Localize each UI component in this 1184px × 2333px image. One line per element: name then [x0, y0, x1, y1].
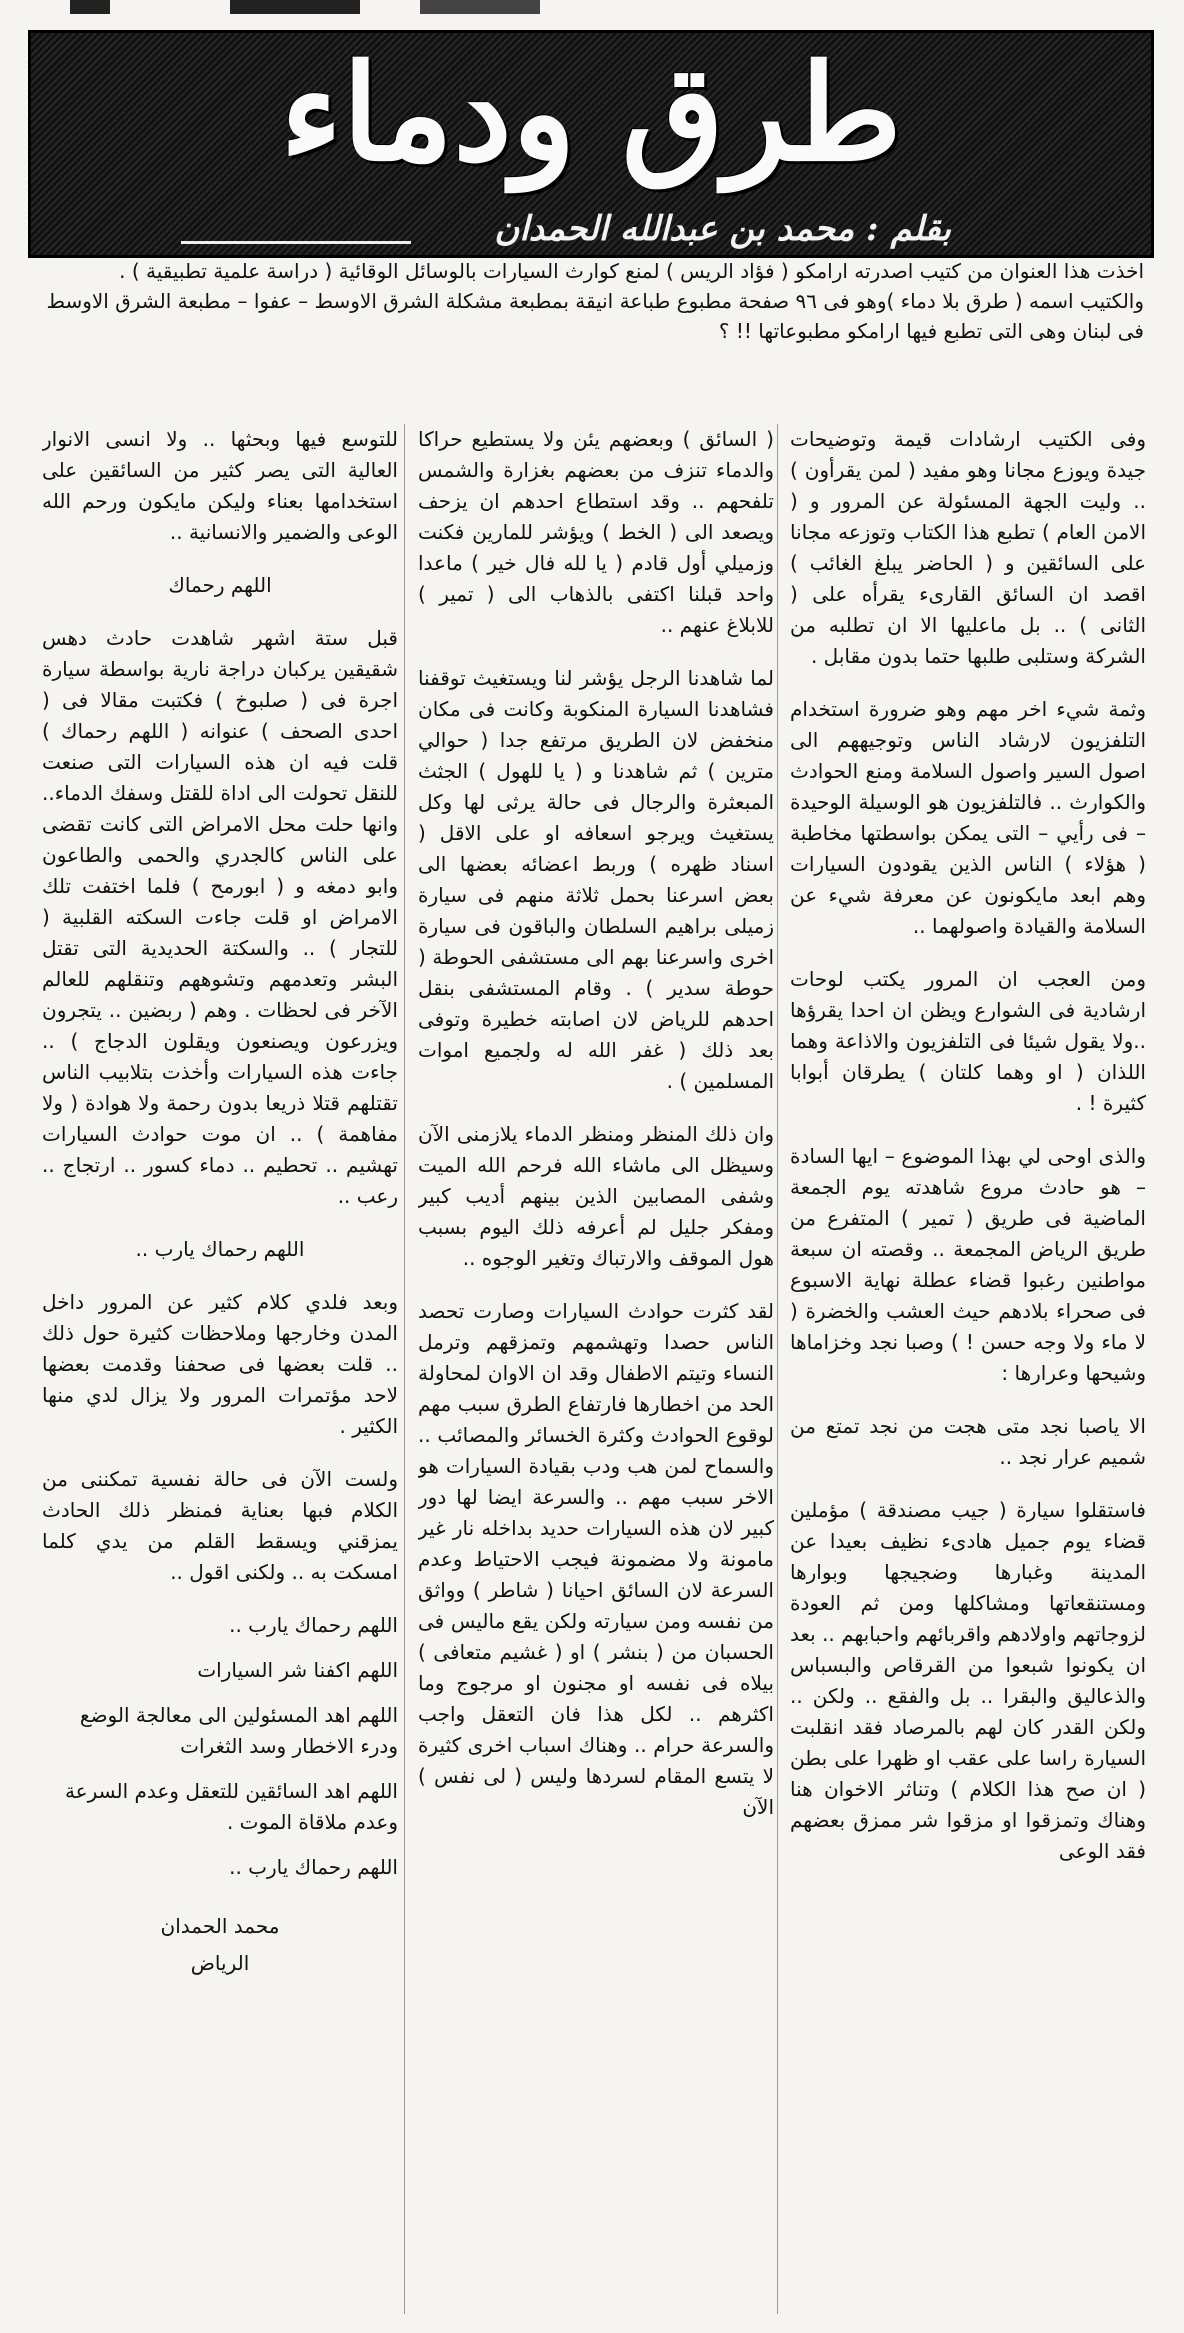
headline-banner	[28, 30, 1154, 258]
poem-line: الا ياصبا نجد متى هجت من نجد تمتع من شميم عرار نجد ..	[790, 1414, 1146, 1469]
paragraph: فاستقلوا سيارة ( جيب مصندقة ) مؤملين قضاء يوم جميل هادىء نظيف بعيدا عن المدينة وغبارها وضجيجها وبوارها ومستنقعاتها ومشاكلها ومن ثم العودة لزوجاتهم واولادهم واقربائهم واحبابهم .. بعد ان يكونوا شبعوا من القرقاص والبسباس والذعاليق والبقرا .. بل والفقع .. ولكن .. ولكن القدر كان لهم بالمرصاد فقد انقلبت السيارة راسا على عقب او ظهرا على بطن ( ان صح هذا الكلام ) وتناثر الاخوان هنا وهناك وتمزقوا او مزقوا شر ممزق بعضهم فقد الوعى	[790, 1498, 1146, 1863]
clipped-text-fragment	[420, 0, 540, 14]
headline: طرق ودماء	[280, 36, 902, 191]
intro-paragraph: اخذت هذا العنوان من كتيب اصدرته ارامكو ( فؤاد الريس ) لمنع كوارث السيارات بالوسائل الوقائية ( دراسة علمية تطبيقية ) .	[119, 259, 1144, 283]
prayer-line: اللهم رحماك يارب ..	[135, 1237, 305, 1261]
prayer-line: اللهم اهد المسئولين الى معالجة الوضع ودرء الاخطار وسد الثغرات	[79, 1703, 398, 1758]
byline-underline	[181, 241, 411, 244]
prayer-line: اللهم اكفنا شر السيارات	[197, 1658, 398, 1682]
paragraph: وثمة شيء اخر مهم وهو ضرورة استخدام التلفزيون لارشاد الناس وتوجيههم الى اصول السير واصول السلامة ومنع الحوادث والكوارث .. فالتلفزيون هو الوسيلة الوحيدة – فى رأيي – التى يمكن بواسطتها مخاطبة ( هؤلاء ) الناس الذين يقودون السيارات وهم ابعد مايكونون عن معرفة شيء عن السلامة والقيادة واصولهما ..	[790, 697, 1146, 938]
column-middle	[418, 424, 774, 2314]
paragraph: للتوسع فيها وبحثها .. ولا انسى الانوار العالية التى يصر كثير من السائقين على استخدامها بعناء وليكن مايكون ورحم الله الوعى والضمير والانسانية ..	[42, 427, 398, 544]
clipped-text-fragment	[70, 0, 110, 14]
paragraph: وفى الكتيب ارشادات قيمة وتوضيحات جيدة ويوزع مجانا وهو مفيد ( لمن يقرأون ) .. وليت الجهة المسئولة عن المرور و ( الامن العام ) تطبع هذا الكتاب وتوزعه مجانا على السائقين و ( الحاضر يبلغ الغائب ) اقصد ان السائق القارىء يقرأه على ( الثانى ) .. بل ماعليها الا ان تطلبه من الشركة وستلبى طلبها حتما بدون مقابل .	[790, 427, 1146, 668]
prayer-line: اللهم اهد السائقين للتعقل وعدم السرعة وعدم ملاقاة الموت .	[64, 1779, 398, 1834]
intro-paragraph: والكتيب اسمه ( طرق بلا دماء )وهو فى ٩٦ صفحة مطبوع طباعة انيقة بمطبعة مشكلة الشرق الاوسط – عفوا – مطبعة الشرق الاوسط فى لبنان وهى التى تطبع فيها ارامكو مطبوعاتها !! ؟	[46, 289, 1144, 343]
author-location: الرياض	[190, 1951, 250, 1975]
subheading: اللهم رحماك	[168, 573, 272, 597]
intro-paragraphs	[40, 256, 1144, 346]
column-right	[790, 424, 1146, 2314]
paragraph: ( السائق ) وبعضهم يئن ولا يستطيع حراكا والدماء تنزف من بعضهم بغزارة والشمس تلفحهم .. وقد استطاع احدهم ان يزحف ويصعد الى ( الخط ) ويؤشر للمارين فكنت وزميلي أول قادم ( يا لله فال خير ) ماعدا واحد قبلنا اكتفى بالذهاب الى ( تمير ) للابلاغ عنهم ..	[418, 427, 774, 637]
byline: بقلم : محمد بن عبدالله الحمدان	[494, 209, 951, 249]
column-divider	[404, 424, 405, 2314]
paragraph: والذى اوحى لي بهذا الموضوع – ايها السادة – هو حادث مروع شاهدته يوم الجمعة الماضية فى طريق ( تمير ) المتفرع من طريق الرياض المجمعة .. وقصته ان سبعة مواطنين رغبوا قضاء عطلة نهاية الاسبوع فى صحراء بلادهم حيث العشب والخضرة ( لا ماء ولا وجه حسن ! ) وصبا نجد وخزاماها وشيحها وعرارها :	[790, 1144, 1146, 1385]
paragraph: ولست الآن فى حالة نفسية تمكننى من الكلام فبها بعناية فمنظر ذلك الحادث يمزقني ويسقط القلم من يدي كلما امسكت به .. ولكنى اقول ..	[42, 1467, 398, 1584]
column-left	[42, 424, 398, 2314]
author-signature: محمد الحمدان	[160, 1914, 280, 1938]
paragraph: وان ذلك المنظر ومنظر الدماء يلازمنى الآن وسيظل الى ماشاء الله فرحم الله الميت وشفى المصابين الذين بينهم أديب كبير ومفكر جليل لم أعرفه ذلك اليوم بسبب هول الموقف والارتباك وتغير الوجوه ..	[418, 1122, 774, 1270]
column-divider	[777, 424, 778, 2314]
paragraph: قبل ستة اشهر شاهدت حادث دهس شقيقين يركبان دراجة نارية بواسطة سيارة اجرة فى ( صلبوخ ) فكتبت مقالا فى ( احدى الصحف ) عنوانه ( اللهم رحماك ) قلت فيه ان هذه السيارات التى صنعت للنقل تحولت الى اداة للقتل وسفك الدماء.. وانها حلت محل الامراض التى كانت تقضى على الناس كالجدري والحمى والطاعون وابو دمغه و ( ابورمح ) فلما اختفت تلك الامراض او قلت جاءت السكته القلبية ( للتجار ) .. والسكتة الحديدية التى تقتل البشر وتعدمهم وتشوههم وتنقلهم للعالم الآخر فى لحظات . وهم ( ربضين .. يتجرون ويزرعون ويصنعون ويقلون الدجاج ) .. جاءت هذه السيارات وأخذت بتلابيب الناس تقتلهم قتلا ذريعا بدون رحمة ولا هوادة ( ولا مفاهمة ) .. ان موت حوادث السيارات تهشيم .. تحطيم .. دماء كسور .. ارتجاج .. رعب ..	[42, 626, 398, 1208]
paragraph: ومن العجب ان المرور يكتب لوحات ارشادية فى الشوارع ويظن ان احدا يقرؤها ..ولا يقول شيئا فى التلفزيون والاذاعة وهما اللذان ( او وهما كلتان ) يطرقان أبوابا كثيرة ! .	[790, 967, 1146, 1115]
clipped-text-fragment	[230, 0, 360, 14]
prayer-line: اللهم رحماك يارب ..	[229, 1855, 398, 1879]
paragraph: لما شاهدنا الرجل يؤشر لنا ويستغيث توقفنا فشاهدنا السيارة المنكوبة وكانت فى مكان منخفض لان الطريق مرتفع جدا ( حوالي مترين ) ثم شاهدنا و ( يا للهول ) الجثث المبعثرة والرجال فى حالة يرثى لها وكل يستغيث ويرجو اسعافه او على الاقل ( اسناد ظهره ) وربط اعضائه بعضها الى بعض اسرعنا بحمل ثلاثة منهم فى سيارة زميلى براهيم السلطان والباقون فى سيارة اخرى واسرعنا بهم الى مستشفى الحوطة ( حوطة سدير ) . وقام المستشفى بنقل احدهم للرياض لان اصابته خطيرة وتوفى بعد ذلك ( غفر الله له ولجميع اموات المسلمين ) .	[418, 666, 774, 1093]
top-clipped-strip	[0, 0, 1184, 22]
paragraph: وبعد فلدي كلام كثير عن المرور داخل المدن وخارجها وملاحظات كثيرة حول ذلك .. قلت بعضها فى صحفنا وقدمت بعضها لاحد مؤتمرات المرور ولا يزال لدي منها الكثير .	[42, 1290, 398, 1438]
prayer-line: اللهم رحماك يارب ..	[229, 1613, 398, 1637]
paragraph: لقد كثرت حوادث السيارات وصارت تحصد الناس حصدا وتهشمهم وتمزقهم وترمل النساء وتيتم الاطفال وقد ان الاوان لمحاولة الحد من اخطارها فارتفاع الطرق سبب مهم لوقوع الحوادث وكثرة الخسائر والمصائب .. والسماح لمن هب ودب بقيادة السيارات هو الاخر سبب مهم .. والسرعة ايضا لها دور كبير لان هذه السيارات حديد بداخله نار غير مامونة ولا مضمونة فيجب الاحتياط وعدم السرعة لان السائق احيانا ( شاطر ) وواثق من نفسه ومن سيارته ولكن يقع ماليس فى الحسبان من ( بنشر ) او ( غشيم متعافى ) بيلاه فى نفسه او مجنون او مرجوج وما اكثرهم .. لكل هذا فان التعقل واجب والسرعة حرام .. وهناك اسباب اخرى كثيرة لا يتسع المقام لسردها وليس ( لى نفس ) الآن	[418, 1299, 774, 1819]
